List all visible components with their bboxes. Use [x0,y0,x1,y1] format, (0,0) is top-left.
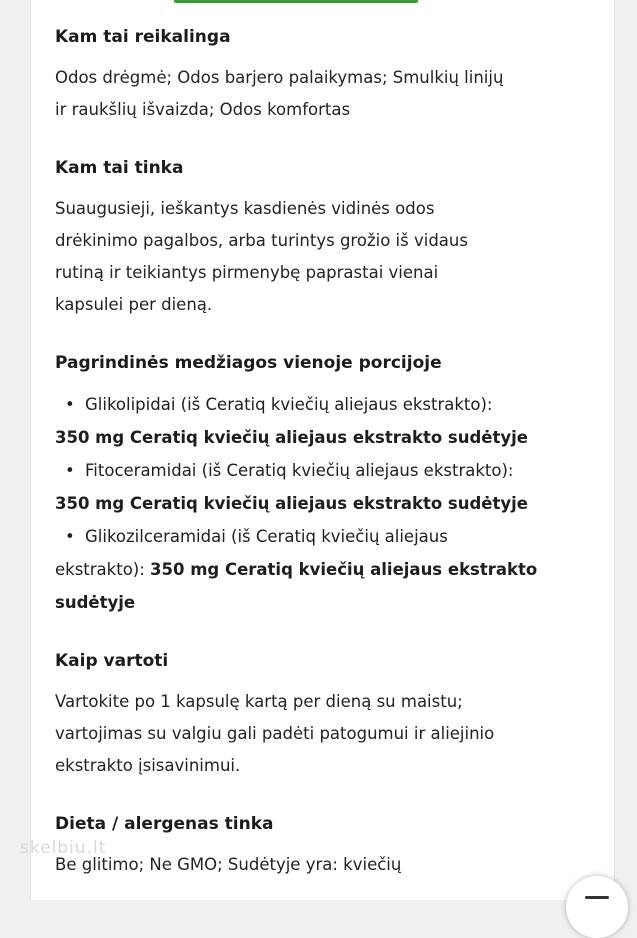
minus-icon [585,896,609,899]
ingredient-name: Glikozilceramidai (iš Ceratiq kviečių aliejaus [85,527,448,546]
usage-line: vartojimas su valgiu gali padėti patogumui ir aliejinio [55,724,495,743]
section-heading-diet: Dieta / alergenas tinka [55,814,274,834]
ingredient-name-cont: ekstrakto): [55,560,151,579]
purpose-text [55,62,600,126]
suitable-line: kapsulei per dieną. [55,295,213,314]
section-heading-usage: Kaip vartoti [55,651,169,671]
section-ingredients [55,352,600,619]
purpose-line: Odos drėgmė; Odos barjero palaikymas; Smulkių linijų [55,68,504,87]
section-diet [55,813,600,881]
watermark-logo: skelbiu.lt [20,838,107,858]
ingredient-amount: 350 mg Ceratiq kviečių aliejaus ekstrakto sudėtyje [55,428,528,447]
section-heading-ingredients: Pagrindinės medžiagos vienoje porcijoje [55,353,442,373]
ingredient-item [55,388,600,454]
bullet-icon: • [65,461,75,480]
section-suitable [55,157,600,321]
usage-text [55,686,600,782]
usage-line: ekstrakto įsisavinimui. [55,756,241,775]
ingredient-amount: 350 mg Ceratiq kviečių aliejaus ekstrakto sudėtyje [55,494,528,513]
section-purpose [55,26,600,126]
ingredient-name: Fitoceramidai (iš Ceratiq kviečių aliejaus ekstrakto): [85,461,514,480]
product-info-card [30,0,615,900]
section-heading-suitable: Kam tai tinka [55,158,184,178]
suitable-line: Suaugusieji, ieškantys kasdienės vidinės odos [55,199,435,218]
purpose-line: ir raukšlių išvaizda; Odos komfortas [55,100,351,119]
suitable-line: rutiną ir teikiantys pirmenybę paprastai vienai [55,263,439,282]
suitable-text [55,193,600,321]
section-heading-purpose: Kam tai reikalinga [55,27,231,47]
suitable-line: drėkinimo pagalbos, arba turintys grožio iš vidaus [55,231,468,250]
bullet-icon: • [65,527,75,546]
floating-action-button[interactable] [566,876,628,938]
ingredient-item [55,454,600,520]
section-usage [55,650,600,782]
bullet-icon: • [65,395,75,414]
usage-line: Vartokite po 1 kapsulę kartą per dieną su maistu; [55,692,463,711]
diet-text [55,849,600,881]
ingredient-amount: 350 mg Ceratiq kviečių aliejaus ekstrakto [150,560,538,579]
ingredient-amount-cont: sudėtyje [55,593,136,612]
ingredient-name: Glikolipidai (iš Ceratiq kviečių aliejaus ekstrakto): [85,395,493,414]
ingredient-item [55,520,600,619]
content-area [55,26,600,912]
active-tab-indicator [174,0,418,3]
diet-line: Be glitimo; Ne GMO; Sudėtyje yra: kviečių [55,855,402,874]
